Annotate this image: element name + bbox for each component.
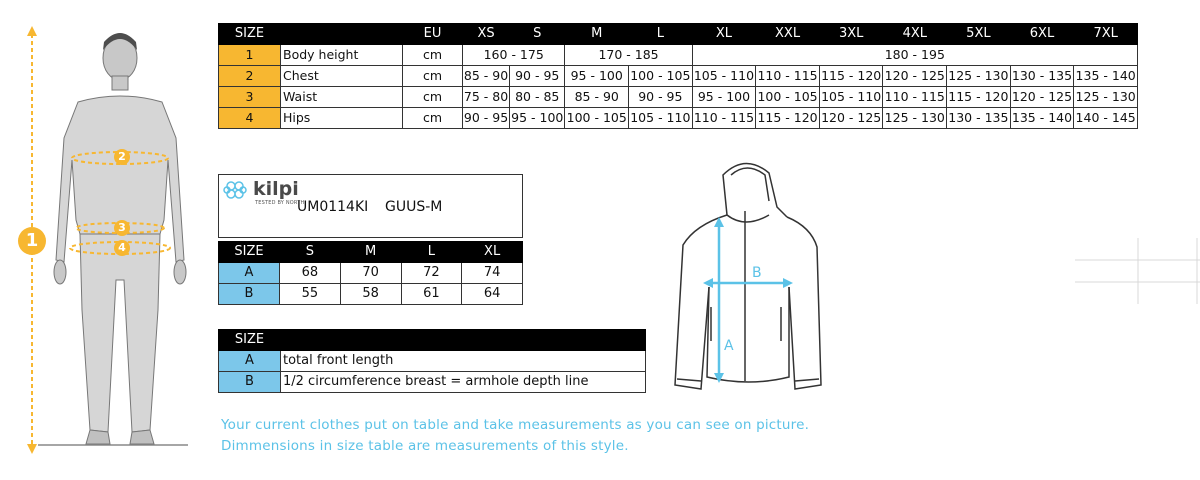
- table-cell: 120 - 125: [883, 66, 947, 87]
- table-cell: 70: [340, 263, 401, 284]
- table-cell: 100 - 105: [629, 66, 693, 87]
- size-table: [218, 23, 1138, 129]
- table-cell: 120 - 125: [819, 108, 883, 129]
- measurement-legend: [218, 329, 646, 393]
- header-m: M: [565, 24, 629, 45]
- header-xl: XL: [692, 24, 756, 45]
- row-label: A: [219, 351, 281, 372]
- header-7xl: 7XL: [1074, 24, 1138, 45]
- product-table-header: [219, 242, 523, 263]
- table-cell: 95 - 100: [510, 108, 565, 129]
- legend-text: total front length: [281, 351, 646, 372]
- row-label: A: [219, 263, 280, 284]
- row-label: B: [219, 284, 280, 305]
- table-cell: 125 - 130: [947, 66, 1011, 87]
- row-label: Body height: [281, 45, 403, 66]
- table-row: [219, 87, 1138, 108]
- table-cell: 130 - 135: [1010, 66, 1074, 87]
- jacket-label-a: A: [724, 338, 734, 354]
- table-cell: 58: [340, 284, 401, 305]
- table-cell: 68: [280, 263, 341, 284]
- instruction-note-1: Your current clothes put on table and take measurements as you can see on picture.: [221, 417, 810, 433]
- table-cell: 160 - 175: [463, 45, 565, 66]
- size-table-header: [219, 24, 1138, 45]
- header-eu: EU: [403, 24, 463, 45]
- header-5xl: 5XL: [947, 24, 1011, 45]
- table-cell: 135 - 140: [1074, 66, 1138, 87]
- row-number: 4: [219, 108, 281, 129]
- table-cell: 170 - 185: [565, 45, 692, 66]
- table-row: [219, 45, 1138, 66]
- table-row: [219, 66, 1138, 87]
- hips-marker: 4: [114, 240, 130, 256]
- table-cell: 120 - 125: [1010, 87, 1074, 108]
- kilpi-knot-icon: [223, 179, 251, 201]
- table-cell: 85 - 90: [565, 87, 629, 108]
- row-label: Chest: [281, 66, 403, 87]
- table-row: [219, 372, 646, 393]
- table-cell: 115 - 120: [756, 108, 820, 129]
- table-row: [219, 108, 1138, 129]
- table-cell: 115 - 120: [947, 87, 1011, 108]
- table-cell: 110 - 115: [756, 66, 820, 87]
- row-unit: cm: [403, 108, 463, 129]
- table-cell: 55: [280, 284, 341, 305]
- table-cell: 90 - 95: [510, 66, 565, 87]
- table-cell: 105 - 110: [819, 87, 883, 108]
- height-marker: 1: [18, 227, 46, 255]
- product-code: UM0114KI: [297, 199, 369, 215]
- row-label: Hips: [281, 108, 403, 129]
- row-unit: cm: [403, 87, 463, 108]
- header-size: SIZE: [219, 24, 281, 45]
- table-cell: 90 - 95: [629, 87, 693, 108]
- table-cell: 95 - 100: [692, 87, 756, 108]
- table-cell: 125 - 130: [1074, 87, 1138, 108]
- table-row: [219, 263, 523, 284]
- waist-marker: 3: [114, 220, 130, 236]
- faint-grid-decoration: [1075, 238, 1200, 304]
- table-cell: 115 - 120: [819, 66, 883, 87]
- table-cell: 180 - 195: [692, 45, 1137, 66]
- table-cell: 105 - 110: [692, 66, 756, 87]
- table-cell: 110 - 115: [692, 108, 756, 129]
- table-cell: 95 - 100: [565, 66, 629, 87]
- header-s: S: [280, 242, 341, 263]
- table-cell: 85 - 90: [463, 66, 510, 87]
- header-m: M: [340, 242, 401, 263]
- table-cell: 100 - 105: [565, 108, 629, 129]
- header-blank: [281, 330, 646, 351]
- table-cell: 72: [401, 263, 462, 284]
- table-cell: 80 - 85: [510, 87, 565, 108]
- row-number: 1: [219, 45, 281, 66]
- header-size: SIZE: [219, 330, 281, 351]
- header-3xl: 3XL: [819, 24, 883, 45]
- table-row: [219, 284, 523, 305]
- row-number: 2: [219, 66, 281, 87]
- header-l: L: [401, 242, 462, 263]
- product-size-table: [218, 241, 523, 305]
- row-unit: cm: [403, 66, 463, 87]
- table-cell: 135 - 140: [1010, 108, 1074, 129]
- table-cell: 90 - 95: [463, 108, 510, 129]
- brand-tagline: TESTED BY NORTH: [255, 200, 305, 206]
- table-cell: 130 - 135: [947, 108, 1011, 129]
- table-cell: 140 - 145: [1074, 108, 1138, 129]
- product-name: GUUS-M: [385, 199, 443, 215]
- table-cell: 75 - 80: [463, 87, 510, 108]
- jacket-label-b: B: [752, 265, 762, 281]
- header-blank: [281, 24, 403, 45]
- header-xl: XL: [462, 242, 523, 263]
- header-size: SIZE: [219, 242, 280, 263]
- row-number: 3: [219, 87, 281, 108]
- header-s: S: [510, 24, 565, 45]
- header-6xl: 6XL: [1010, 24, 1074, 45]
- table-cell: 105 - 110: [629, 108, 693, 129]
- legend-text: 1/2 circumference breast = armhole depth line: [281, 372, 646, 393]
- header-l: L: [629, 24, 693, 45]
- brand-name: kilpi: [253, 178, 299, 200]
- instruction-note-2: Dimmensions in size table are measurements of this style.: [221, 438, 629, 454]
- product-header: [218, 174, 523, 238]
- chest-marker: 2: [114, 149, 130, 165]
- table-cell: 74: [462, 263, 523, 284]
- header-xxl: XXL: [756, 24, 820, 45]
- legend-header: [219, 330, 646, 351]
- table-row: [219, 351, 646, 372]
- row-label: B: [219, 372, 281, 393]
- table-cell: 125 - 130: [883, 108, 947, 129]
- header-4xl: 4XL: [883, 24, 947, 45]
- table-cell: 64: [462, 284, 523, 305]
- table-cell: 110 - 115: [883, 87, 947, 108]
- row-label: Waist: [281, 87, 403, 108]
- jacket-figure: [665, 155, 830, 395]
- table-cell: 61: [401, 284, 462, 305]
- header-xs: XS: [463, 24, 510, 45]
- row-unit: cm: [403, 45, 463, 66]
- table-cell: 100 - 105: [756, 87, 820, 108]
